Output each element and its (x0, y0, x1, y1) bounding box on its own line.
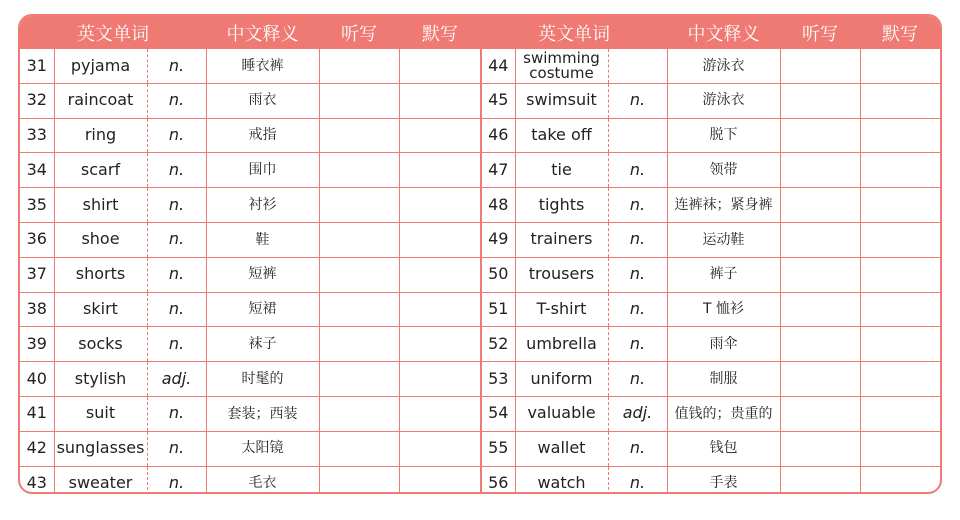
part-of-speech-text: n. (168, 194, 185, 214)
part-of-speech-text: n. (168, 333, 185, 353)
entry-number (481, 49, 515, 83)
entry-number-text: 45 (488, 90, 509, 110)
chinese-meaning (206, 222, 319, 257)
part-of-speech (608, 431, 667, 466)
part-of-speech (147, 222, 206, 257)
part-of-speech-text: n. (168, 264, 185, 284)
english-word (515, 466, 608, 494)
part-of-speech-text: n. (168, 299, 185, 319)
chinese-meaning (206, 327, 319, 362)
entry-number-text: 46 (488, 125, 509, 145)
part-of-speech-text: n. (629, 229, 646, 249)
entry-number (20, 327, 54, 362)
silent-write-cell[interactable] (399, 153, 481, 188)
chinese-meaning-text: 袜子 (248, 335, 277, 352)
chinese-meaning-text: 雨伞 (709, 335, 738, 352)
english-word-text: wallet (537, 438, 586, 458)
entry-number (481, 83, 515, 118)
chinese-meaning (667, 49, 780, 83)
english-word (515, 153, 608, 188)
silent-write-cell[interactable] (399, 257, 481, 292)
part-of-speech (147, 466, 206, 494)
chinese-meaning-text: 毛衣 (248, 475, 277, 492)
english-word (515, 327, 608, 362)
english-word-text: tie (551, 159, 572, 179)
part-of-speech (147, 257, 206, 292)
entry-number-text: 32 (26, 90, 47, 110)
chinese-meaning (206, 188, 319, 223)
dictation-cell[interactable] (780, 327, 860, 362)
entry-number-text: 34 (26, 159, 47, 179)
silent-write-cell[interactable] (860, 222, 940, 257)
part-of-speech-text: adj. (161, 368, 192, 388)
dictation-cell[interactable] (780, 362, 860, 397)
silent-write-cell[interactable] (860, 118, 940, 153)
part-of-speech (608, 362, 667, 397)
dictation-cell[interactable] (319, 222, 399, 257)
part-of-speech-text: n. (168, 159, 185, 179)
dictation-cell[interactable] (319, 153, 399, 188)
part-of-speech (147, 188, 206, 223)
chinese-meaning-text: 短裤 (248, 266, 277, 283)
dictation-cell[interactable] (319, 257, 399, 292)
header-chinese-left: 中文释义 (206, 16, 319, 49)
silent-write-cell[interactable] (860, 431, 940, 466)
english-word (515, 362, 608, 397)
table-row (20, 188, 940, 223)
english-word (54, 292, 147, 327)
entry-number-text: 42 (26, 438, 47, 458)
entry-number-text: 37 (26, 264, 47, 284)
entry-number (481, 362, 515, 397)
dictation-cell[interactable] (319, 327, 399, 362)
entry-number-text: 52 (488, 333, 509, 353)
entry-number (481, 431, 515, 466)
chinese-meaning (206, 431, 319, 466)
english-word (515, 49, 608, 83)
table-row (20, 153, 940, 188)
english-word-text: trainers (530, 229, 593, 249)
entry-number-text: 47 (488, 159, 509, 179)
entry-number (481, 222, 515, 257)
header-chinese-right: 中文释义 (667, 16, 780, 49)
part-of-speech (608, 466, 667, 494)
entry-number-text: 35 (26, 194, 47, 214)
entry-number-text: 55 (488, 438, 509, 458)
silent-write-cell[interactable] (399, 327, 481, 362)
english-word (54, 362, 147, 397)
table-row (20, 83, 940, 118)
english-word-text: raincoat (67, 90, 134, 110)
chinese-meaning-text: 鞋 (255, 231, 270, 248)
part-of-speech-text: n. (168, 473, 185, 493)
chinese-meaning (206, 49, 319, 83)
dictation-cell[interactable] (319, 362, 399, 397)
part-of-speech-text: n. (629, 438, 646, 458)
part-of-speech (147, 327, 206, 362)
dictation-cell[interactable] (780, 222, 860, 257)
english-word (54, 396, 147, 431)
part-of-speech (147, 431, 206, 466)
silent-write-cell[interactable] (860, 466, 940, 494)
english-word-text: swimming costume (523, 48, 600, 82)
english-word (515, 257, 608, 292)
silent-write-cell[interactable] (399, 188, 481, 223)
chinese-meaning (667, 431, 780, 466)
chinese-meaning (667, 396, 780, 431)
english-word-text: sunglasses (56, 438, 145, 458)
entry-number (481, 188, 515, 223)
english-word-text: uniform (530, 368, 593, 388)
silent-write-cell[interactable] (860, 83, 940, 118)
part-of-speech (147, 396, 206, 431)
entry-number-text: 39 (26, 333, 47, 353)
dictation-cell[interactable] (780, 292, 860, 327)
chinese-meaning-text: 值钱的；贵重的 (674, 405, 773, 422)
entry-number-text: 40 (26, 368, 47, 388)
entry-number-text: 50 (488, 264, 509, 284)
part-of-speech-text: n. (168, 438, 185, 458)
part-of-speech-text: n. (168, 90, 185, 110)
part-of-speech-text: n. (629, 264, 646, 284)
table-row (20, 431, 940, 466)
part-of-speech (147, 49, 206, 83)
dictation-cell[interactable] (319, 118, 399, 153)
part-of-speech (608, 222, 667, 257)
chinese-meaning-text: 衬衫 (248, 196, 277, 213)
entry-number-text: 41 (26, 403, 47, 423)
entry-number (20, 396, 54, 431)
english-word-text: suit (85, 403, 116, 423)
chinese-meaning (206, 83, 319, 118)
english-word (54, 222, 147, 257)
chinese-meaning-text: 睡衣裤 (241, 57, 284, 74)
part-of-speech-text: n. (629, 90, 646, 110)
english-word (54, 118, 147, 153)
silent-write-cell[interactable] (860, 396, 940, 431)
part-of-speech (147, 362, 206, 397)
dictation-cell[interactable] (780, 431, 860, 466)
part-of-speech (608, 83, 667, 118)
table-row (20, 396, 940, 431)
english-word-text: T-shirt (536, 299, 587, 319)
part-of-speech (147, 153, 206, 188)
chinese-meaning-text: 时髦的 (241, 370, 284, 387)
chinese-meaning-text: 套装；西装 (227, 405, 298, 422)
silent-write-cell[interactable] (399, 49, 481, 83)
part-of-speech-text: n. (629, 368, 646, 388)
english-word-text: tights (538, 194, 585, 214)
english-word-text: umbrella (526, 333, 597, 353)
vocabulary-table-frame (18, 14, 942, 494)
chinese-meaning (206, 396, 319, 431)
dictation-cell[interactable] (780, 257, 860, 292)
silent-write-cell[interactable] (399, 83, 481, 118)
english-word (54, 327, 147, 362)
english-word (54, 466, 147, 494)
entry-number-text: 49 (488, 229, 509, 249)
chinese-meaning (667, 327, 780, 362)
chinese-meaning-text: 短裙 (248, 301, 277, 318)
part-of-speech-text: n. (629, 299, 646, 319)
part-of-speech-text: n. (629, 473, 646, 493)
silent-write-cell[interactable] (860, 362, 940, 397)
english-word (54, 257, 147, 292)
english-word-text: shorts (75, 264, 126, 284)
entry-number-text: 33 (26, 125, 47, 145)
chinese-meaning (667, 83, 780, 118)
english-word (54, 83, 147, 118)
entry-number (481, 466, 515, 494)
dictation-cell[interactable] (780, 466, 860, 494)
dictation-cell[interactable] (319, 49, 399, 83)
english-word-text: watch (537, 473, 586, 493)
dictation-cell[interactable] (780, 49, 860, 83)
part-of-speech (608, 396, 667, 431)
english-word (515, 396, 608, 431)
part-of-speech-text: n. (629, 333, 646, 353)
chinese-meaning-text: 游泳衣 (702, 57, 745, 74)
part-of-speech-text: adj. (622, 403, 653, 423)
entry-number-text: 43 (26, 473, 47, 493)
english-word-text: shoe (81, 229, 120, 249)
part-of-speech (147, 118, 206, 153)
english-word-text: trousers (528, 264, 595, 284)
vocabulary-table (20, 16, 940, 494)
dictation-cell[interactable] (319, 396, 399, 431)
header-dictation-left: 听写 (319, 16, 399, 49)
silent-write-cell[interactable] (399, 118, 481, 153)
entry-number-text: 54 (488, 403, 509, 423)
english-word (515, 188, 608, 223)
part-of-speech (147, 292, 206, 327)
part-of-speech (608, 118, 667, 153)
entry-number (20, 362, 54, 397)
chinese-meaning (667, 362, 780, 397)
dictation-cell[interactable] (780, 118, 860, 153)
entry-number (481, 257, 515, 292)
entry-number-text: 44 (488, 55, 509, 75)
silent-write-cell[interactable] (860, 153, 940, 188)
chinese-meaning (206, 153, 319, 188)
silent-write-cell[interactable] (860, 49, 940, 83)
silent-write-cell[interactable] (860, 327, 940, 362)
silent-write-cell[interactable] (399, 362, 481, 397)
english-word (515, 83, 608, 118)
english-word (54, 188, 147, 223)
entry-number (481, 396, 515, 431)
english-word (54, 431, 147, 466)
table-row (20, 257, 940, 292)
chinese-meaning (667, 222, 780, 257)
english-word (515, 431, 608, 466)
chinese-meaning-text: 戒指 (248, 127, 277, 144)
chinese-meaning (667, 188, 780, 223)
dictation-cell[interactable] (319, 466, 399, 494)
english-word (515, 292, 608, 327)
chinese-meaning-text: 连裤袜；紧身裤 (674, 196, 773, 213)
chinese-meaning-text: 制服 (709, 370, 738, 387)
part-of-speech (147, 83, 206, 118)
silent-write-cell[interactable] (860, 257, 940, 292)
chinese-meaning-text: 裤子 (709, 266, 738, 283)
english-word-text: socks (78, 333, 123, 353)
english-word-text: ring (84, 125, 117, 145)
header-silent-write-left: 默写 (399, 16, 481, 49)
entry-number (20, 188, 54, 223)
dictation-cell[interactable] (319, 83, 399, 118)
entry-number-text: 56 (488, 473, 509, 493)
entry-number (20, 118, 54, 153)
entry-number (20, 466, 54, 494)
part-of-speech-text: n. (168, 55, 185, 75)
chinese-meaning-text: T 恤衫 (702, 301, 744, 318)
entry-number (20, 83, 54, 118)
english-word-text: pyjama (70, 55, 131, 75)
entry-number-text: 53 (488, 368, 509, 388)
chinese-meaning (667, 118, 780, 153)
dictation-cell[interactable] (319, 188, 399, 223)
header-english-left: 英文单词 (20, 16, 206, 49)
entry-number (20, 257, 54, 292)
chinese-meaning-text: 太阳镜 (241, 440, 284, 457)
table-row (20, 222, 940, 257)
entry-number (481, 327, 515, 362)
silent-write-cell[interactable] (399, 466, 481, 494)
english-word-text: sweater (68, 473, 133, 493)
silent-write-cell[interactable] (399, 396, 481, 431)
entry-number-text: 31 (26, 55, 47, 75)
chinese-meaning (206, 292, 319, 327)
table-row (20, 362, 940, 397)
entry-number-text: 48 (488, 194, 509, 214)
silent-write-cell[interactable] (860, 292, 940, 327)
entry-number-text: 36 (26, 229, 47, 249)
chinese-meaning (206, 362, 319, 397)
english-word (515, 118, 608, 153)
chinese-meaning-text: 脱下 (709, 127, 738, 144)
part-of-speech-text: n. (168, 125, 185, 145)
chinese-meaning (206, 466, 319, 494)
part-of-speech-text: n. (629, 159, 646, 179)
entry-number (481, 118, 515, 153)
english-word-text: valuable (527, 403, 596, 423)
dictation-cell[interactable] (780, 188, 860, 223)
english-word-text: swimsuit (526, 90, 597, 110)
chinese-meaning (667, 153, 780, 188)
chinese-meaning-text: 领带 (709, 161, 738, 178)
part-of-speech (608, 188, 667, 223)
table-body (20, 49, 940, 494)
entry-number (20, 153, 54, 188)
part-of-speech-text: n. (168, 229, 185, 249)
english-word-text: stylish (74, 368, 127, 388)
header-silent-write-right: 默写 (860, 16, 940, 49)
silent-write-cell[interactable] (860, 188, 940, 223)
entry-number (481, 153, 515, 188)
chinese-meaning (206, 118, 319, 153)
english-word (515, 222, 608, 257)
silent-write-cell[interactable] (399, 292, 481, 327)
part-of-speech (608, 49, 667, 83)
english-word-text: shirt (82, 194, 119, 214)
english-word (54, 153, 147, 188)
chinese-meaning-text: 运动鞋 (702, 231, 745, 248)
part-of-speech (608, 153, 667, 188)
entry-number (20, 49, 54, 83)
table-row (20, 466, 940, 494)
part-of-speech-text: n. (168, 403, 185, 423)
chinese-meaning-text: 雨衣 (248, 92, 277, 109)
chinese-meaning-text: 钱包 (709, 440, 738, 457)
table-row (20, 49, 940, 83)
part-of-speech-text: n. (629, 194, 646, 214)
entry-number (20, 222, 54, 257)
chinese-meaning (667, 257, 780, 292)
dictation-cell[interactable] (319, 431, 399, 466)
entry-number (20, 292, 54, 327)
part-of-speech (608, 327, 667, 362)
english-word-text: scarf (80, 159, 121, 179)
silent-write-cell[interactable] (399, 222, 481, 257)
chinese-meaning (206, 257, 319, 292)
entry-number-text: 38 (26, 299, 47, 319)
entry-number-text: 51 (488, 299, 509, 319)
chinese-meaning-text: 手表 (709, 475, 738, 492)
dictation-cell[interactable] (780, 153, 860, 188)
silent-write-cell[interactable] (399, 431, 481, 466)
chinese-meaning (667, 292, 780, 327)
english-word (54, 49, 147, 83)
chinese-meaning-text: 游泳衣 (702, 92, 745, 109)
entry-number (481, 292, 515, 327)
dictation-cell[interactable] (319, 292, 399, 327)
table-row (20, 327, 940, 362)
part-of-speech (608, 257, 667, 292)
english-word-text: skirt (83, 299, 118, 319)
header-dictation-right: 听写 (780, 16, 860, 49)
entry-number (20, 431, 54, 466)
header-row (20, 16, 940, 49)
chinese-meaning-text: 围巾 (248, 161, 277, 178)
english-word-text: take off (531, 125, 592, 145)
dictation-cell[interactable] (780, 396, 860, 431)
dictation-cell[interactable] (780, 83, 860, 118)
part-of-speech (608, 292, 667, 327)
table-row (20, 118, 940, 153)
chinese-meaning (667, 466, 780, 494)
header-english-right: 英文单词 (481, 16, 667, 49)
table-row (20, 292, 940, 327)
